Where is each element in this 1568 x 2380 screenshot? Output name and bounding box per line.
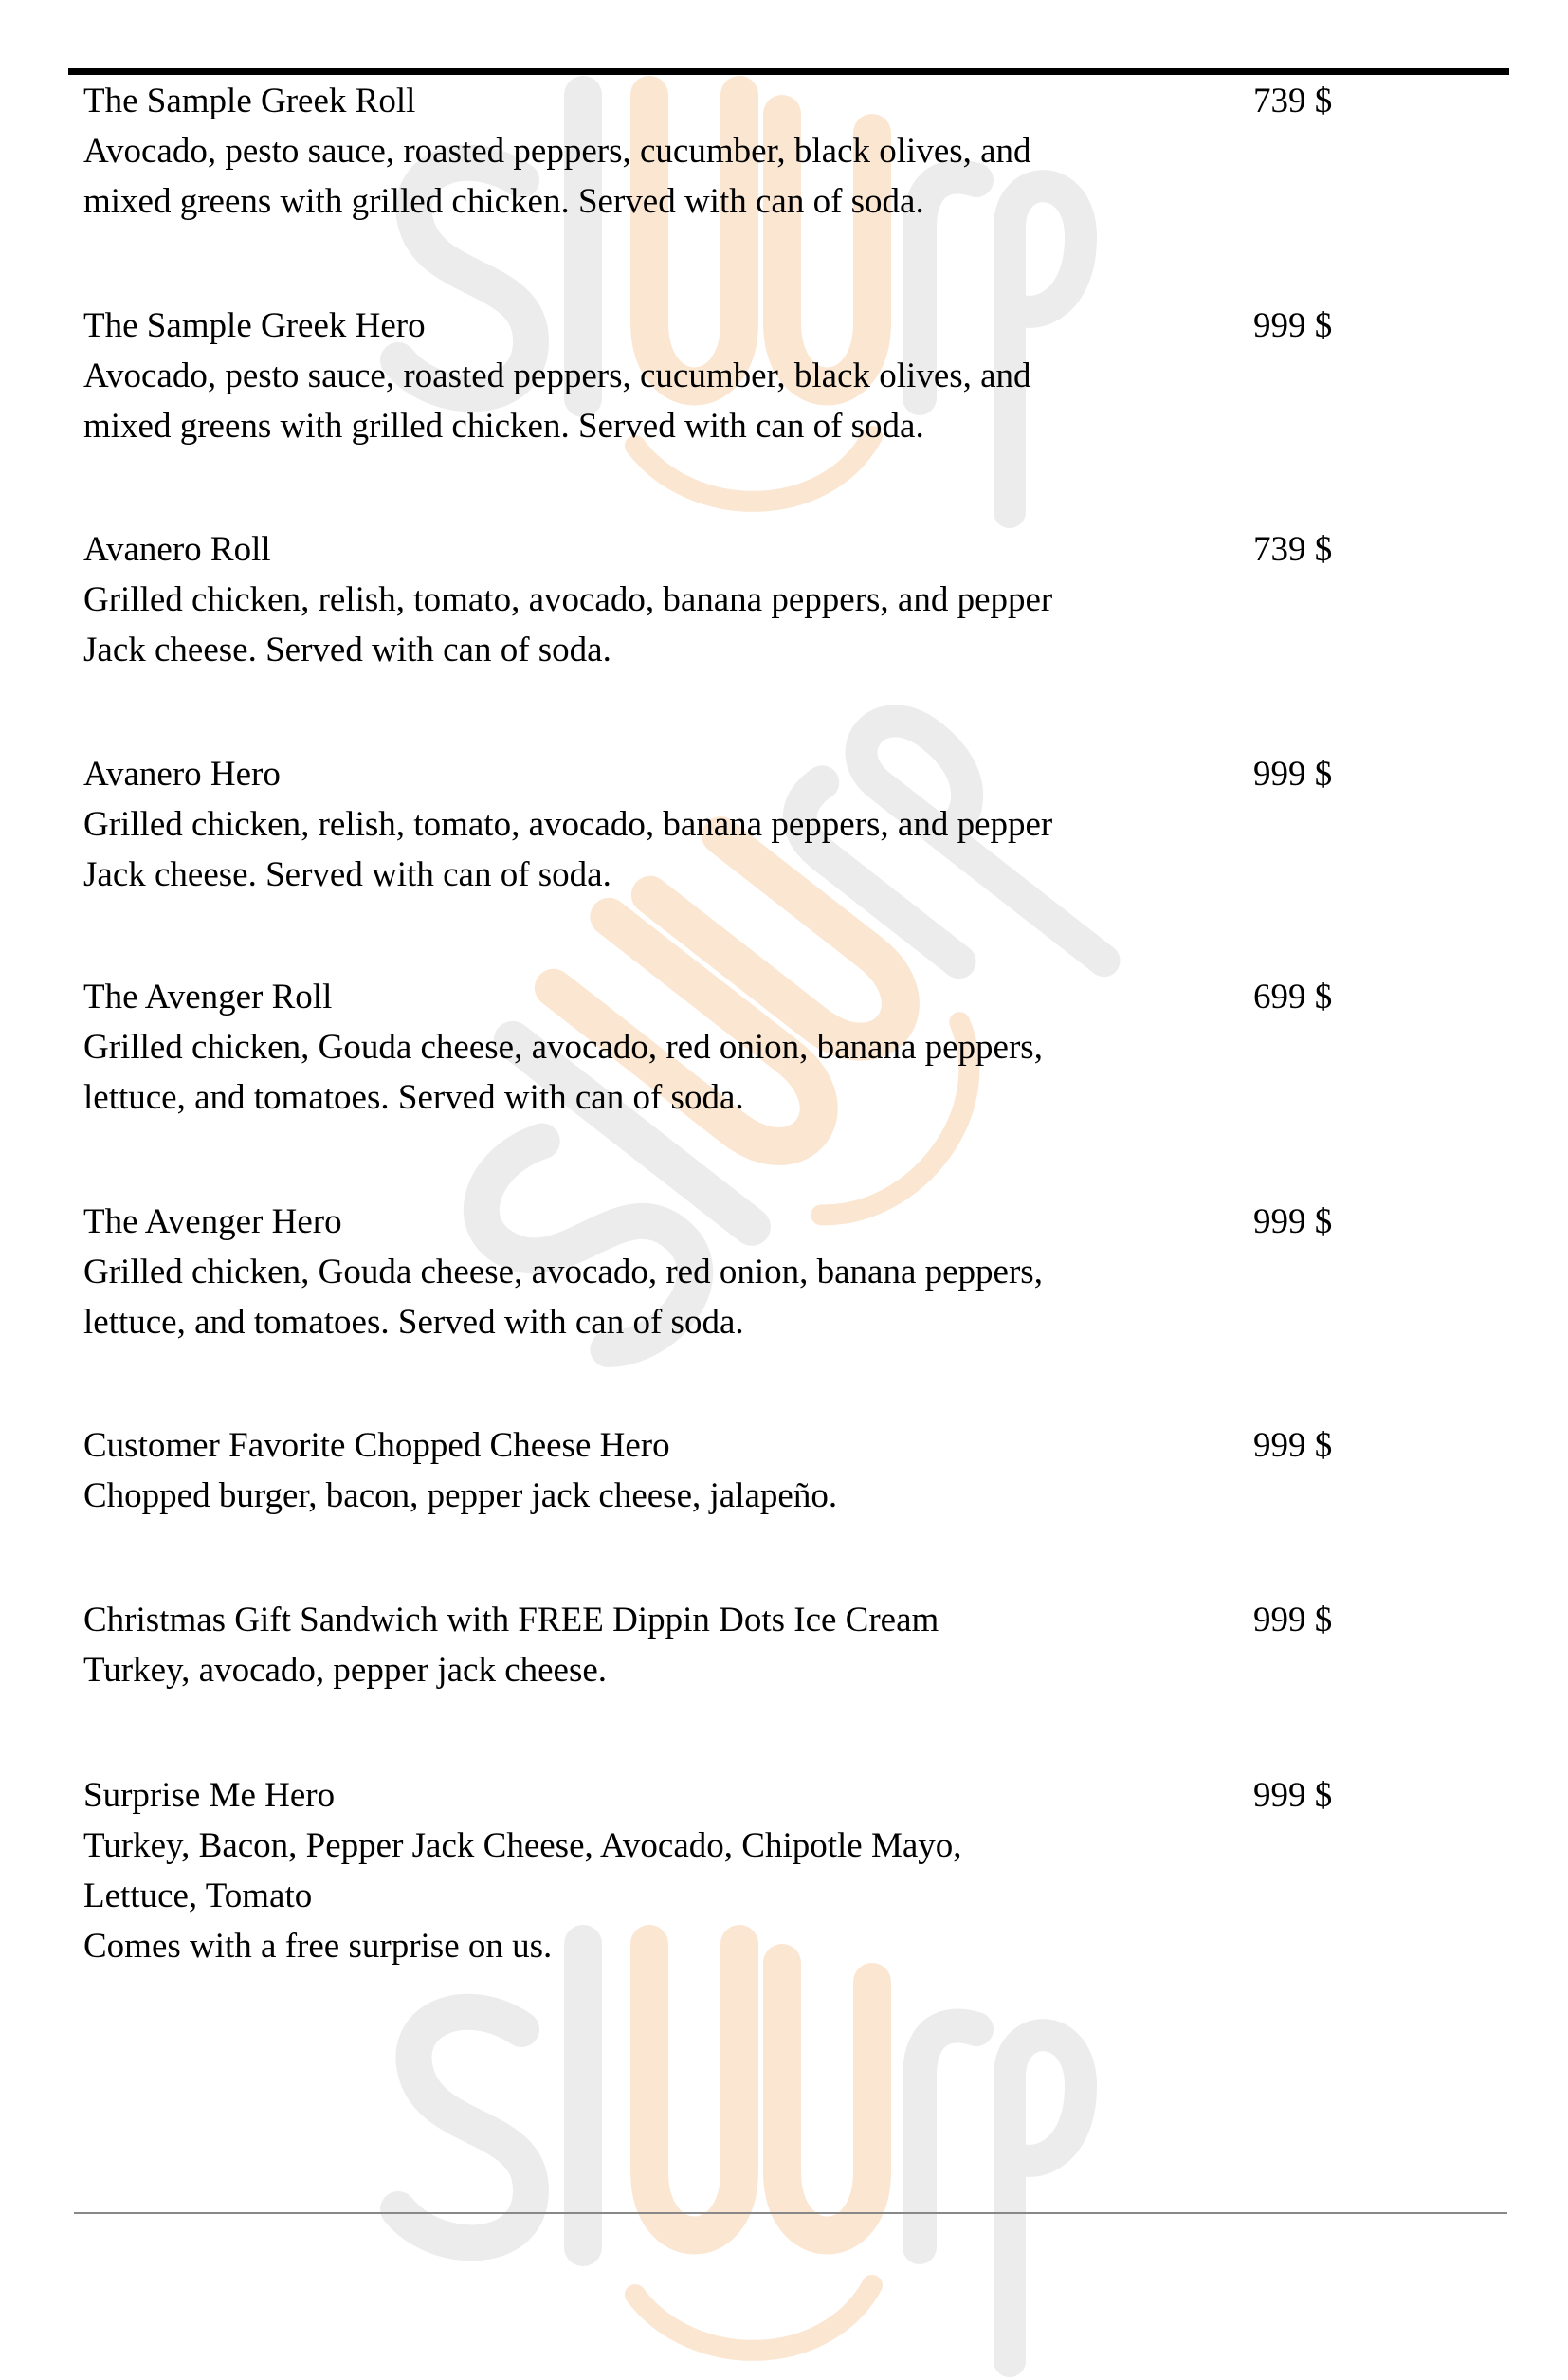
item-name: The Avenger Hero xyxy=(83,1202,342,1241)
item-price: 999 $ xyxy=(1253,755,1333,794)
item-description: Grilled chicken, Gouda cheese, avocado, red onion, banana peppers, lettuce, and tomatoes. Served with can of soda. xyxy=(83,1253,1043,1342)
item-name: Customer Favorite Chopped Cheese Hero xyxy=(83,1426,670,1465)
item-price: 999 $ xyxy=(1253,1426,1333,1465)
menu-item xyxy=(83,1595,1505,1695)
item-price: 999 $ xyxy=(1253,1776,1333,1815)
item-description: Grilled chicken, relish, tomato, avocado, banana peppers, and pepper Jack cheese. Served with can of soda. xyxy=(83,580,1053,669)
item-name: The Sample Greek Hero xyxy=(83,306,426,345)
top-rule xyxy=(68,68,1509,75)
item-name: Surprise Me Hero xyxy=(83,1776,336,1815)
item-description: Turkey, Bacon, Pepper Jack Cheese, Avocado, Chipotle Mayo, Lettuce, Tomato Comes with a free surprise on us. xyxy=(83,1826,962,1966)
item-name: Christmas Gift Sandwich with FREE Dippin Dots Ice Cream xyxy=(83,1601,939,1639)
item-price: 999 $ xyxy=(1253,306,1333,345)
item-description: Chopped burger, bacon, pepper jack cheese, jalapeño. xyxy=(83,1476,838,1515)
menu-item xyxy=(83,972,1505,1123)
item-price: 739 $ xyxy=(1253,82,1333,120)
menu-item xyxy=(83,1420,1505,1521)
item-description: Turkey, avocado, pepper jack cheese. xyxy=(83,1651,608,1690)
menu-item xyxy=(83,749,1505,900)
menu-item xyxy=(83,301,1505,451)
item-description: Avocado, pesto sauce, roasted peppers, cucumber, black olives, and mixed greens with grilled chicken. Served with can of soda. xyxy=(83,132,1031,221)
item-price: 699 $ xyxy=(1253,978,1333,1016)
menu-item xyxy=(83,1770,1505,1971)
item-name: Avanero Roll xyxy=(83,530,271,569)
item-price: 739 $ xyxy=(1253,530,1333,569)
item-name: Avanero Hero xyxy=(83,755,281,794)
item-name: The Avenger Roll xyxy=(83,978,333,1016)
item-description: Grilled chicken, relish, tomato, avocado, banana peppers, and pepper Jack cheese. Served with can of soda. xyxy=(83,805,1053,894)
menu-item xyxy=(83,524,1505,675)
bottom-rule xyxy=(74,2212,1507,2214)
menu-item xyxy=(83,76,1505,227)
item-description: Grilled chicken, Gouda cheese, avocado, red onion, banana peppers, lettuce, and tomatoes. Served with can of soda. xyxy=(83,1028,1043,1117)
menu-item xyxy=(83,1197,1505,1347)
item-name: The Sample Greek Roll xyxy=(83,82,416,120)
item-description: Avocado, pesto sauce, roasted peppers, cucumber, black olives, and mixed greens with grilled chicken. Served with can of soda. xyxy=(83,357,1031,446)
item-price: 999 $ xyxy=(1253,1202,1333,1241)
item-price: 999 $ xyxy=(1253,1601,1333,1639)
